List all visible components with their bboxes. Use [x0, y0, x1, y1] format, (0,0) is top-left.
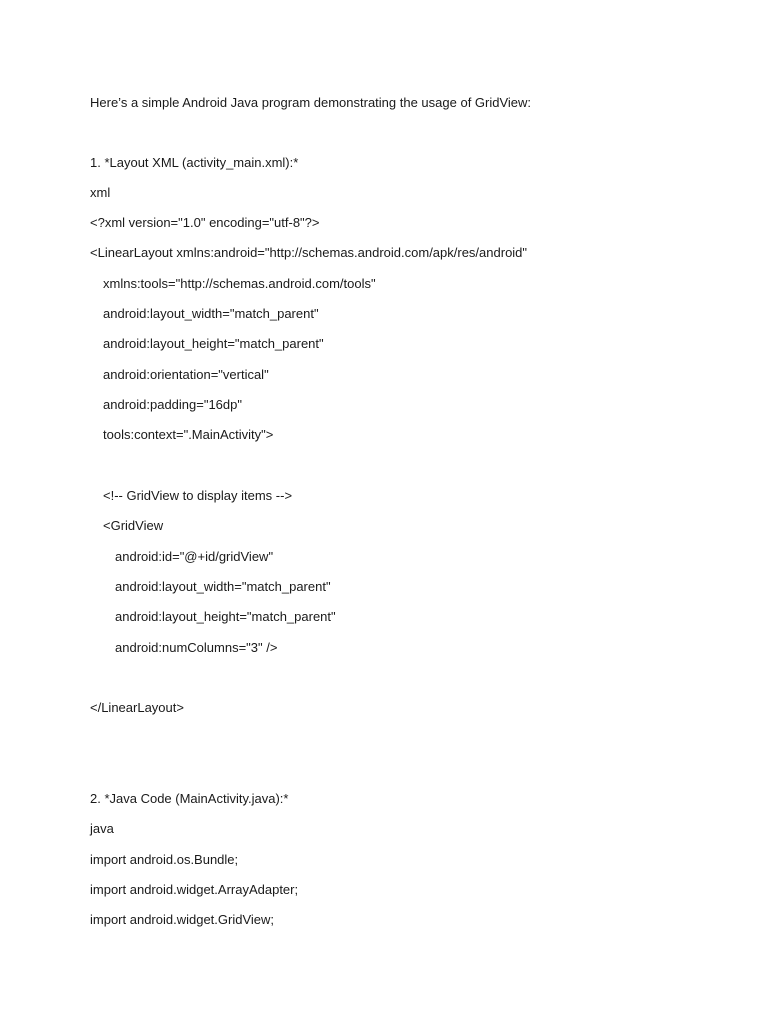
xml-code-line: </LinearLayout>	[90, 700, 184, 715]
xml-code-line: <!-- GridView to display items -->	[103, 488, 293, 503]
xml-code-line: android:layout_width="match_parent"	[115, 579, 331, 594]
java-code-line: import android.widget.GridView;	[90, 912, 275, 927]
xml-code-line: <?xml version="1.0" encoding="utf-8"?>	[90, 215, 320, 230]
section-2-heading: 2. *Java Code (MainActivity.java):*	[90, 791, 289, 806]
xml-code-line: android:layout_height="match_parent"	[103, 336, 324, 351]
xml-code-line: android:numColumns="3" />	[115, 640, 278, 655]
xml-code-line: android:padding="16dp"	[103, 397, 242, 412]
xml-code-line: android:layout_height="match_parent"	[115, 609, 336, 624]
section-1-language-label: xml	[90, 185, 111, 200]
xml-code-line: xmlns:tools="http://schemas.android.com/tools"	[103, 276, 376, 291]
xml-code-line: android:orientation="vertical"	[103, 367, 269, 382]
java-code-line: import android.widget.ArrayAdapter;	[90, 882, 299, 897]
section-1-heading: 1. *Layout XML (activity_main.xml):*	[90, 155, 299, 170]
intro-text: Here’s a simple Android Java program demonstrating the usage of GridView:	[90, 95, 532, 110]
java-code-line: import android.os.Bundle;	[90, 852, 239, 867]
xml-code-line: android:layout_width="match_parent"	[103, 306, 319, 321]
xml-code-line: android:id="@+id/gridView"	[115, 549, 274, 564]
xml-code-line: <GridView	[103, 518, 164, 533]
xml-code-line: tools:context=".MainActivity">	[103, 427, 274, 442]
xml-code-line: <LinearLayout xmlns:android="http://schemas.android.com/apk/res/android"	[90, 245, 528, 260]
section-2-language-label: java	[90, 821, 114, 836]
